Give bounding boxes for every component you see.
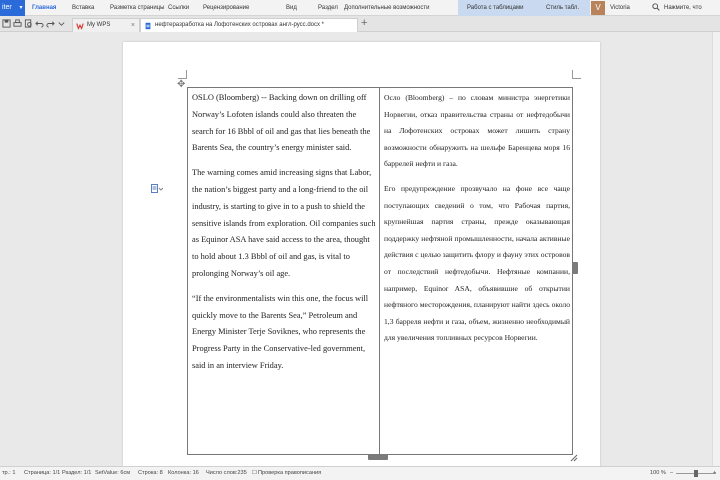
tab-document[interactable] — [140, 18, 358, 32]
tab-my-wps[interactable] — [72, 18, 140, 32]
print-preview-icon[interactable] — [24, 19, 33, 28]
zoom-out-button[interactable]: – — [670, 470, 674, 476]
wps-logo-icon — [76, 22, 84, 30]
zoom-slider-handle[interactable] — [694, 470, 698, 477]
ribbon-tab-bar — [0, 0, 720, 16]
status-pages: Страница: 1/1 — [24, 470, 61, 476]
tab-home[interactable]: Главная — [32, 5, 57, 11]
margin-crop-mark — [572, 70, 581, 79]
status-line: Строка: 8 — [138, 470, 163, 476]
save-icon[interactable] — [2, 19, 11, 28]
bilingual-table[interactable] — [187, 87, 573, 455]
user-avatar[interactable]: V — [591, 1, 605, 15]
tab-additional-features[interactable]: Дополнительные возможности — [344, 5, 430, 11]
english-paragraph[interactable]: OSLO (Bloomberg) -- Backing down on drilling off Norway’s Lofoten islands could also threaten the search for 16 Bbbl of oil and gas that lies beneath the Barents Sea, the country’s energy minister said. — [192, 93, 371, 153]
tab-references[interactable]: Ссылки — [168, 5, 190, 11]
paragraph-layout-icon[interactable] — [151, 184, 163, 193]
tab-view[interactable]: Вид — [286, 5, 297, 11]
status-word-count[interactable]: Число слов:235 — [206, 470, 247, 476]
russian-paragraph[interactable]: Его предупреждение прозвучало на фоне все чаще поступающих сведений о том, что Рабочая партия, крупнейшая партия страны, прежде оказывающая поддержку нефтяной промышленности, начала активные действия с целью защитить флору и фауну этих островов от последствий нефтедобычи. Нефтяные компании, например, Equinor ASA, объявившие об открытии нефтяного месторождения, планируют найти здесь около 1,3 барреля нефти и газа, объем, жизненно необходимый для увеличения топливных ресурсов Норвегии. — [384, 183, 570, 343]
search-command-input[interactable]: Нажмите, что — [664, 5, 702, 11]
table-move-handle-icon[interactable]: ✥ — [177, 79, 186, 90]
document-icon — [144, 22, 152, 30]
russian-column[interactable] — [384, 90, 570, 355]
zoom-level[interactable]: 100 % — [650, 470, 666, 476]
document-tab-bar — [0, 16, 720, 32]
new-tab-button[interactable]: + — [361, 17, 368, 29]
column-divider[interactable] — [379, 88, 380, 454]
status-section: Раздел: 1/1 — [62, 470, 92, 476]
english-column[interactable] — [192, 90, 376, 383]
english-paragraph[interactable]: “If the environmentalists win this one, the focus will quickly move to the Barents Sea,” Petroleum and Energy Minister Terje Soviknes, who represents the Progress Party in the Conservative-led government, said in an interview Friday. — [192, 293, 369, 370]
margin-crop-mark — [178, 70, 187, 79]
add-row-handle[interactable] — [368, 454, 388, 460]
tab-insert[interactable]: Вставка — [72, 5, 95, 11]
english-paragraph[interactable]: The warning comes amid increasing signs that Labor, the nation’s biggest party and a long-friend to the oil industry, is starting to give in to a push to shield the sensitive islands from exploration. Oil companies such as Equinor ASA have said access to the area, thought to hold about 1.3 Bbbl of oil and gas, is vital to prolonging Norway’s oil age. — [192, 168, 376, 278]
tab-review[interactable]: Рецензирование — [203, 5, 250, 11]
print-icon[interactable] — [13, 19, 22, 28]
close-tab-icon[interactable]: × — [130, 22, 135, 29]
quick-access-chevron-down-icon[interactable] — [57, 19, 66, 28]
status-spellcheck[interactable]: Проверка правописания — [258, 470, 322, 476]
add-column-handle[interactable] — [572, 262, 578, 274]
status-bar — [0, 466, 720, 480]
app-menu-button[interactable]: iter — [0, 0, 24, 16]
tab-section[interactable]: Раздел — [318, 5, 338, 11]
status-column: Колонка: 16 — [168, 470, 199, 476]
status-setvalue: SetValue: 6см — [95, 470, 131, 476]
redo-icon[interactable] — [46, 19, 55, 28]
tab-label: My WPS — [87, 22, 111, 28]
spellcheck-icon[interactable]: ☐ — [252, 470, 258, 476]
table-resize-icon[interactable] — [570, 454, 578, 462]
status-page: тр.: 1 — [2, 470, 16, 476]
user-name[interactable]: Victoria — [610, 5, 630, 11]
app-menu-chevron-icon[interactable]: ▾ — [17, 0, 25, 16]
tab-table-tools[interactable]: Работа с таблицами — [467, 5, 524, 11]
tab-label: нефтеразработка на Лофотенских островах англ-русс.docx * — [155, 22, 324, 28]
search-icon[interactable] — [652, 3, 660, 11]
russian-paragraph[interactable]: Осло (Bloomberg) – по словам министра энергетики Норвегии, отказ правительства страны от нефтедобычи на Лофотенских островах может лишить страну возможности обнаружить на шельфе Баренцева моря 16 баррелей нефти и газа. — [384, 93, 570, 169]
tab-table-style[interactable]: Стиль табл. — [546, 5, 580, 11]
undo-icon[interactable] — [35, 19, 44, 28]
zoom-in-button[interactable]: + — [713, 470, 717, 476]
tab-page-layout[interactable]: Разметка страницы — [110, 5, 165, 11]
vertical-scrollbar[interactable] — [712, 32, 720, 466]
